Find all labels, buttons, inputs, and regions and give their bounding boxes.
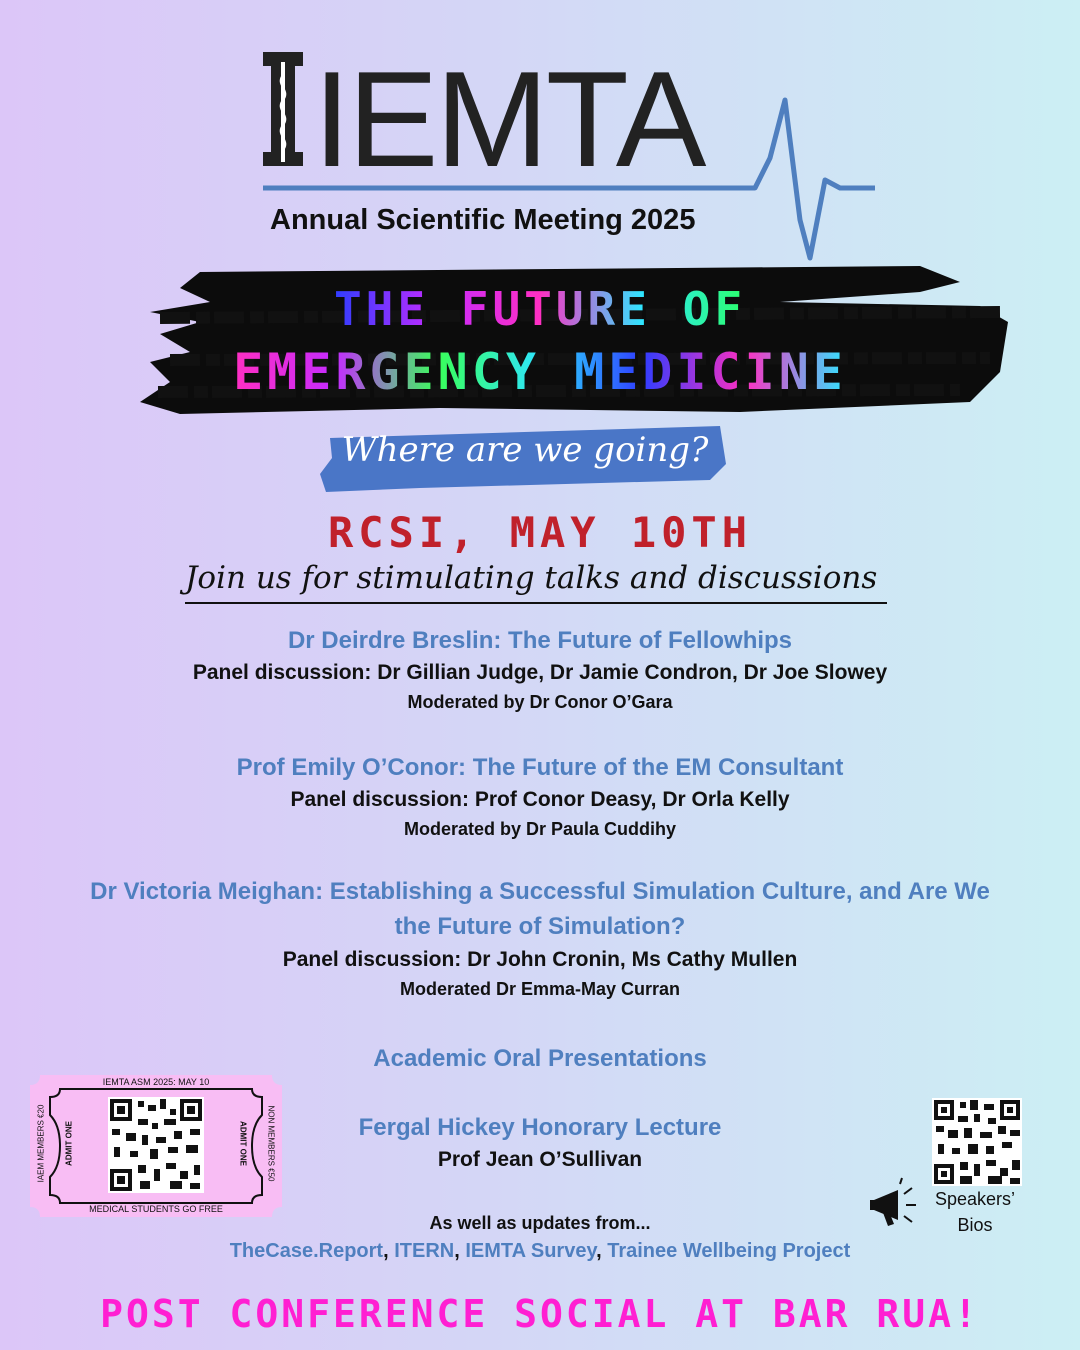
ticket-left-price: IAEM MEMBERS €20 <box>36 1104 46 1183</box>
speakers-bios-qr-code[interactable] <box>932 1098 1022 1186</box>
ticket-admit-left: ADMIT ONE <box>64 1121 74 1166</box>
talk-3-title-line1: Dr Victoria Meighan: Establishing a Successful Simulation Culture, and Are We <box>90 878 990 905</box>
updates-intro: As well as updates from... <box>429 1213 651 1233</box>
ticket-top-text: IEMTA ASM 2025: MAY 10 <box>102 1077 210 1087</box>
talk-1-panel: Panel discussion: Dr Gillian Judge, Dr Jamie Condron, Dr Joe Slowey <box>192 661 888 684</box>
talk-3-moderator: Moderated Dr Emma-May Curran <box>399 979 681 999</box>
megaphone-icon <box>868 1176 928 1232</box>
talk-2-title: Prof Emily O’Conor: The Future of the EM Consultant <box>236 754 844 781</box>
lecture-speaker: Prof Jean O’Sullivan <box>437 1148 643 1171</box>
tagline: Where are we going? <box>341 430 709 470</box>
join-line: Join us for stimulating talks and discussions <box>185 560 887 604</box>
academic-presentations: Academic Oral Presentations <box>373 1045 707 1072</box>
post-conference-social: POST CONFERENCE SOCIAL AT BAR RUA! <box>100 1292 980 1336</box>
update-thecase-report[interactable]: TheCase.Report <box>229 1240 384 1262</box>
ticket-qr-code <box>108 1097 204 1193</box>
update-iemta-survey[interactable]: IEMTA Survey <box>465 1240 597 1262</box>
update-itern[interactable]: ITERN <box>394 1240 455 1262</box>
meeting-subtitle: Annual Scientific Meeting 2025 <box>270 204 696 236</box>
lecture-title: Fergal Hickey Honorary Lecture <box>358 1114 722 1141</box>
talk-2-moderator: Moderated by Dr Paula Cuddihy <box>403 819 677 839</box>
headline-line2: EMERGENCY MEDICINE <box>233 343 847 401</box>
ticket-admit-right: ADMIT ONE <box>238 1121 248 1166</box>
talk-3-title-line2: the Future of Simulation? <box>394 913 686 940</box>
talk-3-panel: Panel discussion: Dr John Cronin, Ms Cathy Mullen <box>282 948 798 971</box>
update-trainee-wellbeing[interactable]: Trainee Wellbeing Project <box>607 1240 851 1262</box>
talk-2-panel: Panel discussion: Prof Conor Deasy, Dr Orla Kelly <box>290 788 790 811</box>
event-date: RCSI, MAY 10TH <box>327 508 752 557</box>
ticket-bottom-text: MEDICAL STUDENTS GO FREE <box>89 1204 223 1214</box>
talk-1-title: Dr Deirdre Breslin: The Future of Fellowhips <box>287 627 793 654</box>
ticket-right-price: NON MEMBERS €50 <box>266 1105 276 1182</box>
headline-line1: THE FUTURE OF <box>333 282 747 336</box>
talk-1-moderator: Moderated by Dr Conor O’Gara <box>407 692 673 712</box>
logo-text: IEMTA <box>313 43 704 195</box>
admission-ticket[interactable] <box>30 1075 282 1217</box>
updates-list: TheCase.Report, ITERN, IEMTA Survey, Trainee Wellbeing Project <box>229 1240 851 1262</box>
speakers-bios-label: Speakers’ Bios <box>934 1189 1016 1235</box>
